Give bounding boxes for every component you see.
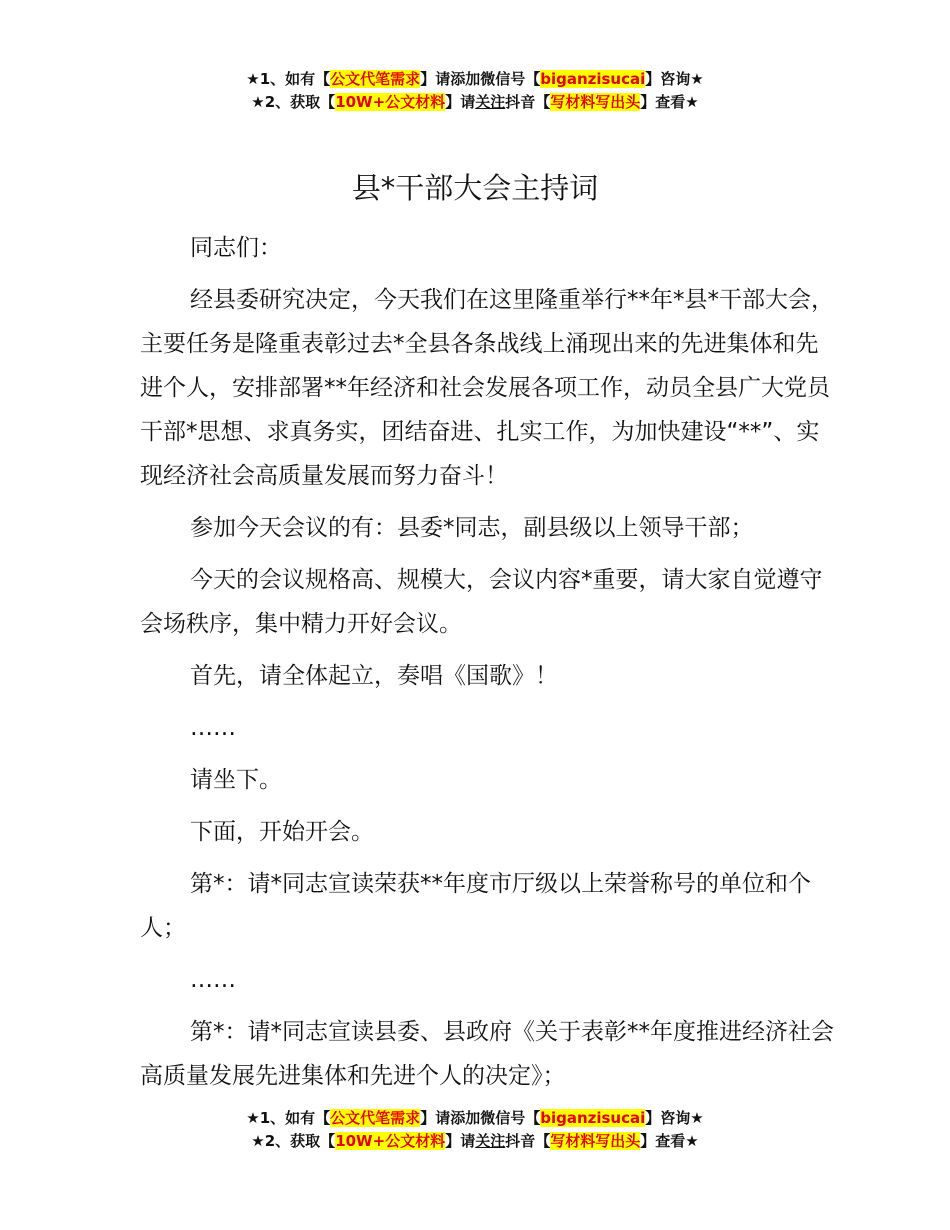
banner-line-2: [0, 91, 950, 114]
banner-text: ★1、如有【: [246, 70, 331, 88]
banner-highlight: 10W+公文材料: [335, 1132, 446, 1150]
paragraph: 请坐下。: [190, 767, 282, 793]
paragraph: 第*：请*同志宣读荣获**年度市厅级以上荣誉称号的单位和个人；: [140, 871, 811, 941]
banner-text: 】咨询★: [645, 70, 704, 88]
banner-highlight: 写材料写出头: [550, 93, 641, 111]
banner-highlight: 公文代笔需求: [330, 1109, 421, 1127]
banner-text: 】查看★: [640, 93, 699, 111]
footer-banner: [0, 1107, 950, 1153]
banner-line-1: [0, 68, 950, 91]
paragraph: 经县委研究决定，今天我们在这里隆重举行**年*县*干部大会，主要任务是隆重表彰过去*全县各条战线上涌现出来的先进集体和先进个人，安排部署**年经济和社会发展各项工作，动员全县广大党员干部*思想、求真务实，团结奋进、扎实工作，为加快建设“**”、实现经济社会高质量发展而努力奋斗！: [140, 287, 834, 489]
banner-line-2: [0, 1130, 950, 1153]
banner-underline: 关注: [475, 1132, 506, 1150]
banner-underline: 关注: [475, 93, 506, 111]
banner-text: ★1、如有【: [246, 1109, 331, 1127]
paragraph: 参加今天会议的有：县委*同志，副县级以上领导干部；: [190, 515, 754, 541]
paragraph: ……: [190, 967, 236, 993]
banner-text: 】请添加微信号【: [420, 1109, 541, 1127]
banner-line-1: [0, 1107, 950, 1130]
paragraph: 第*：请*同志宣读县委、县政府《关于表彰**年度推进经济社会高质量发展先进集体和先进个人的决定》；: [140, 1019, 834, 1089]
paragraph: 首先，请全体起立，奏唱《国歌》！: [190, 663, 558, 689]
header-banner: [0, 68, 950, 114]
banner-text: ★2、获取【: [251, 1132, 336, 1150]
document-title: 县*干部大会主持词: [351, 171, 599, 205]
banner-text: 】查看★: [640, 1132, 699, 1150]
banner-text: 】咨询★: [645, 1109, 704, 1127]
paragraph: 同志们：: [190, 235, 282, 261]
banner-text: 抖音【: [505, 93, 551, 111]
banner-text: 】请: [445, 1132, 476, 1150]
banner-text: 抖音【: [505, 1132, 551, 1150]
paragraph: ……: [190, 715, 236, 741]
paragraph: 下面，开始开会。: [190, 819, 374, 845]
banner-highlight: biganzisucai: [540, 1109, 646, 1127]
document-body: [140, 226, 840, 1106]
banner-text: 】请添加微信号【: [420, 70, 541, 88]
banner-highlight: 公文代笔需求: [330, 70, 421, 88]
banner-highlight: biganzisucai: [540, 70, 646, 88]
banner-text: ★2、获取【: [251, 93, 336, 111]
banner-highlight: 10W+公文材料: [335, 93, 446, 111]
paragraph: 今天的会议规格高、规模大，会议内容*重要，请大家自觉遵守会场秩序，集中精力开好会议。: [140, 567, 823, 637]
banner-text: 】请: [445, 93, 476, 111]
banner-highlight: 写材料写出头: [550, 1132, 641, 1150]
